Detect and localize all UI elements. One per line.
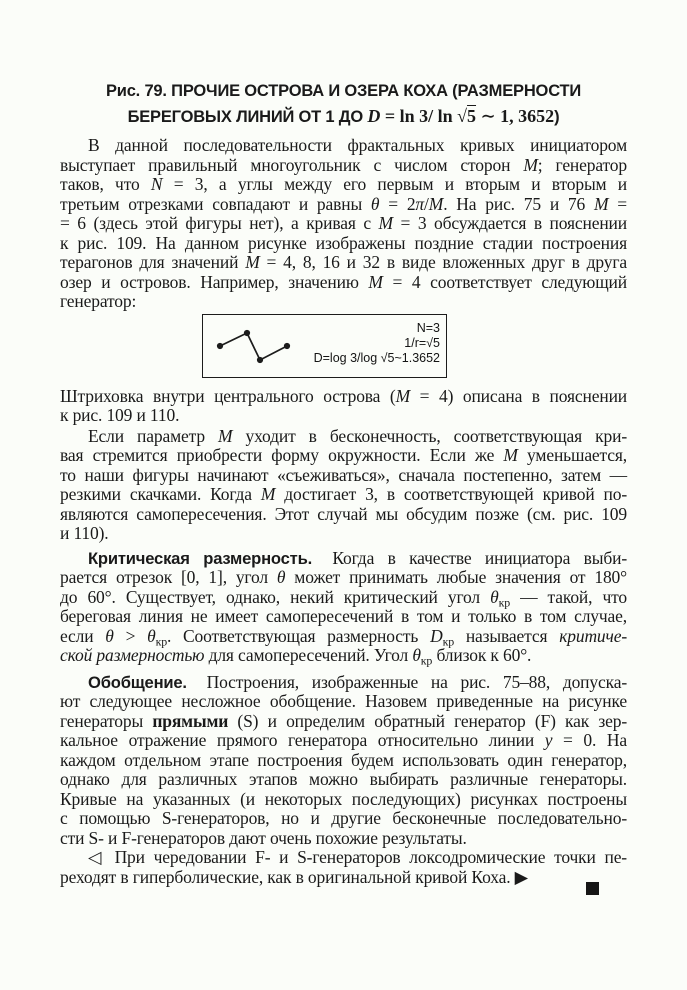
text-run: M xyxy=(378,213,393,233)
text-run: может принимать любые значения от 180° xyxy=(285,567,627,587)
text-run: если xyxy=(60,625,106,646)
text-run: однако для различных этапов можно выбирать различные генераторы. xyxy=(60,769,627,789)
text-run: . Соответствующая размерность xyxy=(167,625,431,646)
text-line xyxy=(60,627,627,647)
text-line xyxy=(60,195,627,215)
text-line xyxy=(60,646,627,666)
text-line xyxy=(60,868,627,888)
text-line xyxy=(60,406,627,426)
text-run: θ xyxy=(412,645,421,665)
text-run: = 4 соответствует следующий xyxy=(382,271,627,292)
text-run: = 3, а углы между его первым и вторым и вторым и xyxy=(162,174,628,194)
paragraph-m-limit xyxy=(60,427,627,544)
text-run: ской размерностью xyxy=(60,645,205,665)
text-run: ◁ При чередовании F- и S-генераторов локсодромические точки пе- xyxy=(88,847,627,867)
text-run: M xyxy=(260,484,276,504)
text-run: ∼ 1, 3652 xyxy=(476,106,555,126)
text-run: = 4, 8, 16 и 32 в виде вложенных друг в друга xyxy=(259,252,627,272)
section-heading: Обобщение. xyxy=(88,672,187,692)
text-run: π xyxy=(415,193,425,214)
figure-caption-title xyxy=(60,79,627,129)
text-run: Построения, изображенные на рис. 75–88, допуска- xyxy=(193,671,627,692)
text-run: береговая линия не имеет самопересечений в том и только в том случае, xyxy=(60,606,627,626)
text-run: M xyxy=(218,425,233,446)
text-run: Когда в качестве инициатора выби- xyxy=(319,547,627,568)
paragraph-critical-dimension xyxy=(60,549,627,666)
generator-figure-box xyxy=(202,314,447,378)
text-run: рается отрезок [0, 1], угол xyxy=(60,567,277,587)
generator-line xyxy=(220,333,287,360)
text-line xyxy=(60,524,627,544)
text-line xyxy=(60,770,627,790)
paragraph-generalization xyxy=(60,673,627,849)
black-square-icon xyxy=(586,882,599,895)
section-heading: Критическая размерность. xyxy=(88,548,313,568)
text-line xyxy=(60,214,627,234)
text-line xyxy=(60,387,627,407)
text-line xyxy=(60,234,627,254)
text-run: M xyxy=(368,271,383,292)
text-run: резкими скачками. Когда xyxy=(60,484,261,504)
text-run: N xyxy=(150,174,163,194)
text-run: = xyxy=(608,193,627,214)
text-line xyxy=(60,692,627,712)
text-line xyxy=(60,104,627,129)
text-line xyxy=(60,292,627,312)
text-line xyxy=(60,848,627,868)
text-run: и 110). xyxy=(60,523,109,543)
text-run: > xyxy=(113,625,148,646)
paragraph-loxodromic-note xyxy=(60,848,627,887)
text-run: вая стремится приобрести форму окружности. Если же xyxy=(60,445,504,465)
text-run: = 0. На xyxy=(552,730,627,750)
text-run: каждом отдельном этапе построения будем использовать один генератор, xyxy=(60,749,627,770)
text-run: уходит в бесконечность, соответствующая кри- xyxy=(232,425,627,446)
text-run: M xyxy=(503,445,518,465)
text-run: M xyxy=(395,385,411,406)
text-line xyxy=(60,446,627,466)
text-run: терагонов для значений xyxy=(60,252,246,272)
text-run: M xyxy=(428,193,444,214)
generator-vertex-dot xyxy=(244,329,250,335)
text-run: к рис. 109. На данном рисунке изображены поздние стадии построения xyxy=(60,232,627,253)
text-line xyxy=(60,809,627,829)
text-line xyxy=(60,712,627,732)
text-run: ) xyxy=(554,108,560,126)
text-run: θ xyxy=(105,625,114,646)
text-line xyxy=(60,427,627,447)
text-line xyxy=(60,175,627,195)
text-run: Кривые на указанных (и некоторых последующих) рисунках построены xyxy=(60,788,627,809)
text-run: являются самопересечения. Этот случай мы обсудим позже (см. рис. 109 xyxy=(60,503,627,524)
text-run: D xyxy=(367,106,381,126)
text-run: θ xyxy=(370,193,380,214)
text-run: — такой, что xyxy=(510,586,627,607)
text-run: выступает правильный многоугольник с числом сторон xyxy=(60,154,524,175)
text-run: . На рис. 75 и 76 xyxy=(443,193,594,214)
text-run: Если параметр xyxy=(88,425,218,446)
text-run: θ xyxy=(147,625,156,646)
text-run: кр xyxy=(442,633,455,648)
text-run: сти S- и F-генераторов дают очень похожие результаты. xyxy=(60,827,467,848)
text-line xyxy=(60,485,627,505)
param-ratio: 1/r=√5 xyxy=(404,335,440,350)
text-run: M xyxy=(245,252,260,272)
text-run: с помощью S-генераторов, но и другие бесконечные последовательно- xyxy=(60,808,627,828)
text-run: кр xyxy=(420,653,433,668)
paragraph-initiator xyxy=(60,136,627,312)
text-run: / xyxy=(424,193,429,214)
text-run: = 4) описана в пояснении xyxy=(410,385,627,406)
text-run: y xyxy=(544,730,553,750)
text-run: кр xyxy=(498,594,510,609)
text-run: = 6 (здесь этой фигуры нет), а кривая с xyxy=(60,213,379,233)
text-run: то наши фигуры начинают «съеживаться», сначала постепенно, затем — xyxy=(60,464,627,485)
text-line xyxy=(60,751,627,771)
text-line xyxy=(60,568,627,588)
generator-vertex-dot xyxy=(257,356,263,362)
text-run: Штриховка внутри центрального острова ( xyxy=(60,385,396,406)
text-run: генератор: xyxy=(60,291,137,311)
text-line xyxy=(60,549,627,569)
text-run: (S) и определим обратный генератор (F) как зер- xyxy=(228,710,628,731)
text-run: достигает 3, в соответствующей кривой по- xyxy=(275,484,627,504)
text-run: В данной последовательности фрактальных кривых инициатором xyxy=(88,135,627,155)
text-run: = 3 обсуждается в пояснении xyxy=(392,213,627,233)
text-run: к рис. 109 и 110. xyxy=(60,405,180,425)
generator-parameters xyxy=(314,321,440,366)
text-run: D xyxy=(430,625,443,646)
text-line xyxy=(60,829,627,849)
text-run: ют следующее несложное обобщение. Назовем приведенные на рисунке xyxy=(60,691,627,711)
text-run: прямыми xyxy=(152,710,229,731)
text-line xyxy=(60,273,627,293)
text-run: √ xyxy=(457,106,468,126)
text-run: озер и островов. Например, значению xyxy=(60,271,369,292)
text-run: = ln 3/ ln xyxy=(380,106,458,126)
text-run: близок к 60°. xyxy=(432,645,532,665)
text-run: генераторы xyxy=(60,710,153,731)
generator-vertex-dot xyxy=(284,342,290,348)
text-run: до 60°. Существует, однако, некий критический угол xyxy=(60,586,491,607)
text-run: θ xyxy=(490,586,499,607)
text-line xyxy=(60,253,627,273)
text-run: M xyxy=(593,193,609,214)
text-run: БЕРЕГОВЫХ ЛИНИЙ ОТ 1 ДО xyxy=(127,108,368,126)
text-run: уменьшается, xyxy=(517,445,628,465)
generator-vertex-dot xyxy=(217,342,223,348)
text-line xyxy=(60,79,627,104)
text-run: кальное отражение прямого генератора относительно линии xyxy=(60,730,545,750)
text-line xyxy=(60,156,627,176)
text-run: третьим отрезками совпадают и равны xyxy=(60,193,371,214)
text-run: критиче- xyxy=(559,625,628,646)
text-run: 5 xyxy=(467,106,477,126)
param-dimension: D=log 3/log √5~1.3652 xyxy=(313,350,440,365)
text-run: реходят в гиперболические, как в оригинальной кривой Коха. ▶ xyxy=(60,866,528,887)
text-line xyxy=(60,505,627,525)
text-line xyxy=(60,790,627,810)
text-run: называется xyxy=(454,625,560,646)
text-line xyxy=(60,673,627,693)
paragraph-hatching xyxy=(60,387,627,426)
text-run: ; генератор xyxy=(537,154,628,175)
text-run: кр xyxy=(155,633,167,648)
text-run: таков, что xyxy=(60,174,151,194)
text-run: M xyxy=(523,154,538,175)
text-run: для самопересечений. Угол xyxy=(204,645,413,665)
text-line xyxy=(60,466,627,486)
text-column xyxy=(60,0,627,887)
text-run: θ xyxy=(276,567,286,587)
text-line xyxy=(60,607,627,627)
text-run: Рис. 79. ПРОЧИЕ ОСТРОВА И ОЗЕРА КОХА (РАЗМЕРНОСТИ xyxy=(105,82,582,100)
text-line xyxy=(60,136,627,156)
text-line xyxy=(60,588,627,608)
text-run: = 2 xyxy=(379,193,416,214)
text-line xyxy=(60,731,627,751)
param-N: N=3 xyxy=(416,320,440,335)
